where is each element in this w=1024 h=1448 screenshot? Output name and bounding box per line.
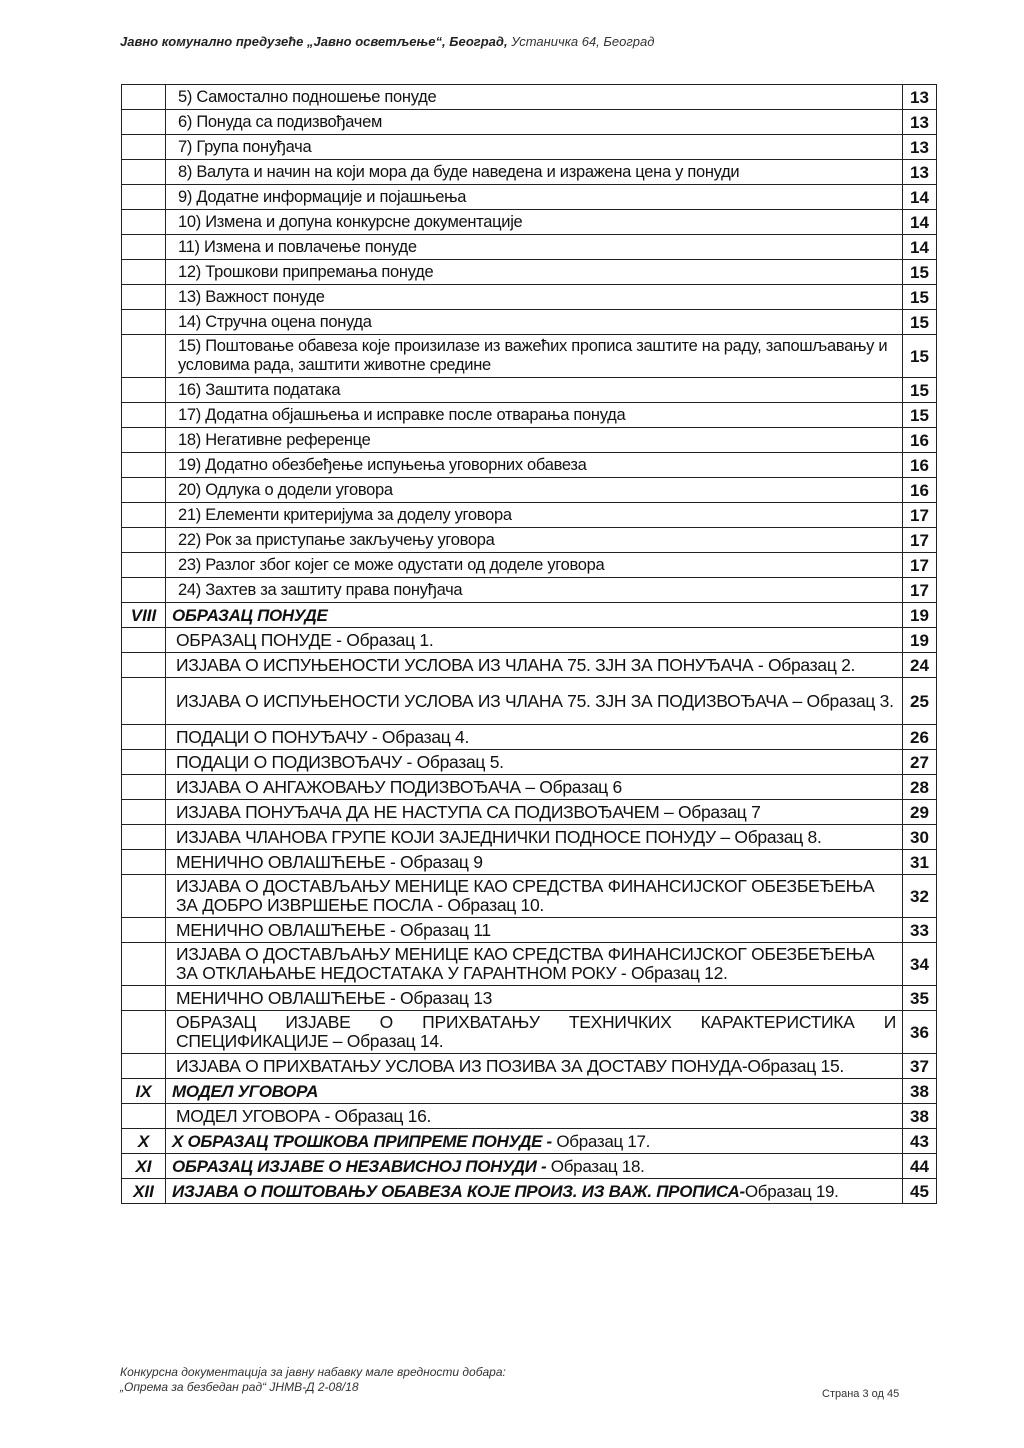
toc-section-number bbox=[122, 578, 166, 603]
toc-section-number bbox=[122, 1054, 166, 1079]
toc-page-number: 28 bbox=[903, 775, 937, 800]
toc-row bbox=[122, 653, 937, 678]
toc-page-number: 44 bbox=[903, 1154, 937, 1179]
toc-row bbox=[122, 210, 937, 235]
toc-row bbox=[122, 825, 937, 850]
toc-entry-title: 8) Валута и начин на који мора да буде наведена и изражена цена у понуди bbox=[166, 160, 903, 185]
toc-page-number: 43 bbox=[903, 1129, 937, 1154]
toc-section-number bbox=[122, 1104, 166, 1129]
toc-entry-title: ОБРАЗАЦ ПОНУДЕ bbox=[166, 603, 903, 628]
toc-section-number bbox=[122, 553, 166, 578]
toc-entry-title: 21) Елементи критеријума за доделу уговора bbox=[166, 503, 903, 528]
toc-page-number: 34 bbox=[903, 943, 937, 986]
header-org: Јавно комунално предузеће „Јавно осветљење“, Београд, bbox=[120, 34, 508, 49]
toc-row bbox=[122, 285, 937, 310]
toc-entry-title: ОБРАЗАЦ ИЗЈАВЕ О ПРИХВАТАЊУ ТЕХНИЧКИХ КАРАКТЕРИСТИКА И СПЕЦИФИКАЦИЈЕ – Образац 14. bbox=[166, 1011, 903, 1054]
toc-page-number: 16 bbox=[903, 453, 937, 478]
toc-entry-title: ПОДАЦИ О ПОНУЂАЧУ - Образац 4. bbox=[166, 725, 903, 750]
toc-entry-title: 5) Самостално подношење понуде bbox=[166, 85, 903, 110]
toc-entry-title: ОБРАЗАЦ ПОНУДЕ - Образац 1. bbox=[166, 628, 903, 653]
toc-entry-title: МЕНИЧНО ОВЛАШЋЕЊЕ - Образац 11 bbox=[166, 918, 903, 943]
toc-section-number bbox=[122, 943, 166, 986]
toc-page-number: 33 bbox=[903, 918, 937, 943]
toc-page-number: 19 bbox=[903, 628, 937, 653]
toc-row bbox=[122, 260, 937, 285]
toc-entry-title: ПОДАЦИ О ПОДИЗВОЂАЧУ - Образац 5. bbox=[166, 750, 903, 775]
toc-section-number bbox=[122, 185, 166, 210]
toc-page-number: 45 bbox=[903, 1179, 937, 1204]
toc-section-number: XI bbox=[122, 1154, 166, 1179]
table-of-contents bbox=[121, 84, 937, 1204]
toc-page-number: 17 bbox=[903, 528, 937, 553]
toc-page-number: 26 bbox=[903, 725, 937, 750]
toc-page-number: 19 bbox=[903, 603, 937, 628]
toc-page-number: 32 bbox=[903, 875, 937, 918]
toc-row bbox=[122, 800, 937, 825]
toc-section-number bbox=[122, 210, 166, 235]
toc-row bbox=[122, 918, 937, 943]
toc-section-number bbox=[122, 825, 166, 850]
toc-entry-title: 7) Група понуђача bbox=[166, 135, 903, 160]
toc-page-number: 24 bbox=[903, 653, 937, 678]
toc-section-number bbox=[122, 285, 166, 310]
toc-section-number bbox=[122, 403, 166, 428]
toc-section-number: VIII bbox=[122, 603, 166, 628]
page-header bbox=[120, 34, 654, 49]
toc-entry-title-rest: Образац 18. bbox=[546, 1156, 645, 1176]
toc-section-number bbox=[122, 478, 166, 503]
toc-row bbox=[122, 185, 937, 210]
toc-row bbox=[122, 775, 937, 800]
toc-entry-title-bold: ОБРАЗАЦ ИЗЈАВЕ О НЕЗАВИСНОЈ ПОНУДИ - bbox=[172, 1156, 547, 1176]
footer-document-info bbox=[120, 1365, 506, 1395]
toc-entry-title-rest: Образац 17. bbox=[551, 1131, 651, 1151]
toc-row bbox=[122, 110, 937, 135]
toc-row bbox=[122, 503, 937, 528]
toc-entry-title: 11) Измена и повлачење понуде bbox=[166, 235, 903, 260]
toc-page-number: 15 bbox=[903, 403, 937, 428]
toc-row bbox=[122, 135, 937, 160]
toc-entry-title: 16) Заштита података bbox=[166, 378, 903, 403]
toc-entry-title bbox=[166, 1129, 903, 1154]
toc-section-number bbox=[122, 775, 166, 800]
toc-entry-title: ИЗЈАВА О ДОСТАВЉАЊУ МЕНИЦЕ КАО СРЕДСТВА ФИНАНСИЈСКОГ ОБЕЗБЕЂЕЊА ЗА ДОБРО ИЗВРШЕЊЕ ПОСЛА - Образац 10. bbox=[166, 875, 903, 918]
toc-entry-title: МЕНИЧНО ОВЛАШЋЕЊЕ - Образац 9 bbox=[166, 850, 903, 875]
toc-page-number: 14 bbox=[903, 210, 937, 235]
header-address: Устаничка 64, Београд bbox=[511, 34, 655, 49]
toc-section-number bbox=[122, 918, 166, 943]
toc-section-number bbox=[122, 85, 166, 110]
toc-section-number bbox=[122, 800, 166, 825]
toc-entry-title-rest: Образац 19. bbox=[744, 1181, 839, 1201]
toc-entry-title bbox=[166, 1179, 903, 1204]
toc-page-number: 17 bbox=[903, 553, 937, 578]
toc-entry-title: МОДЕЛ УГОВОРА bbox=[166, 1079, 903, 1104]
toc-entry-title: ИЗЈАВА О ИСПУЊЕНОСТИ УСЛОВА ИЗ ЧЛАНА 75. ЗЈН ЗА ПОНУЂАЧА - Образац 2. bbox=[166, 653, 903, 678]
toc-entry-title: МЕНИЧНО ОВЛАШЋЕЊЕ - Образац 13 bbox=[166, 986, 903, 1011]
toc-section-number: X bbox=[122, 1129, 166, 1154]
toc-page-number: 16 bbox=[903, 428, 937, 453]
toc-row bbox=[122, 85, 937, 110]
toc-page-number: 15 bbox=[903, 310, 937, 335]
toc-section-number bbox=[122, 160, 166, 185]
toc-row bbox=[122, 378, 937, 403]
toc-section-number bbox=[122, 310, 166, 335]
toc-row bbox=[122, 750, 937, 775]
toc-entry-title-bold: ИЗЈАВА О ПОШТОВАЊУ ОБАВЕЗА КОЈЕ ПРОИЗ. ИЗ ВАЖ. ПРОПИСА- bbox=[172, 1181, 745, 1201]
toc-section-number bbox=[122, 986, 166, 1011]
toc-row bbox=[122, 528, 937, 553]
toc-row bbox=[122, 403, 937, 428]
toc-entry-title: 13) Важност понуде bbox=[166, 285, 903, 310]
toc-row bbox=[122, 850, 937, 875]
footer-line-1: Конкурсна документација за јавну набавку мале вредности добара: bbox=[120, 1365, 506, 1379]
toc-row bbox=[122, 1129, 937, 1154]
toc-row bbox=[122, 578, 937, 603]
toc-entry-title: 10) Измена и допуна конкурсне документације bbox=[166, 210, 903, 235]
toc-section-number bbox=[122, 260, 166, 285]
toc-section-number: IX bbox=[122, 1079, 166, 1104]
toc-row bbox=[122, 1154, 937, 1179]
toc-row bbox=[122, 1179, 937, 1204]
toc-row bbox=[122, 943, 937, 986]
toc-section-number bbox=[122, 428, 166, 453]
toc-section-number bbox=[122, 503, 166, 528]
footer-line-2: „Опрема за безбедан рад“ ЈНМВ-Д 2-08/18 bbox=[120, 1380, 359, 1394]
toc-entry-title: ИЗЈАВА О АНГАЖОВАЊУ ПОДИЗВОЂАЧА – Образац 6 bbox=[166, 775, 903, 800]
toc-row bbox=[122, 725, 937, 750]
toc-row bbox=[122, 335, 937, 378]
toc-row bbox=[122, 986, 937, 1011]
toc-page-number: 16 bbox=[903, 478, 937, 503]
toc-row bbox=[122, 453, 937, 478]
toc-row bbox=[122, 1079, 937, 1104]
toc-entry-title: 22) Рок за приступање закључењу уговора bbox=[166, 528, 903, 553]
toc-section-number bbox=[122, 110, 166, 135]
toc-section-number: XII bbox=[122, 1179, 166, 1204]
page-number: Страна 3 од 45 bbox=[822, 1388, 900, 1400]
toc-entry-title: 17) Додатна објашњења и исправке после отварања понуда bbox=[166, 403, 903, 428]
toc-row bbox=[122, 235, 937, 260]
toc-page-number: 38 bbox=[903, 1104, 937, 1129]
toc-page-number: 27 bbox=[903, 750, 937, 775]
toc-row bbox=[122, 875, 937, 918]
toc-section-number bbox=[122, 235, 166, 260]
toc-entry-title-bold: Х ОБРАЗАЦ ТРОШКОВА ПРИПРЕМЕ ПОНУДЕ - bbox=[172, 1131, 552, 1151]
toc-section-number bbox=[122, 453, 166, 478]
toc-section-number bbox=[122, 750, 166, 775]
toc-row bbox=[122, 1011, 937, 1054]
toc-page-number: 13 bbox=[903, 135, 937, 160]
toc-entry-title: 19) Додатно обезбеђење испуњења уговорних обавеза bbox=[166, 453, 903, 478]
toc-page-number: 15 bbox=[903, 285, 937, 310]
toc-page-number: 13 bbox=[903, 160, 937, 185]
toc-row bbox=[122, 1104, 937, 1129]
toc-section-number bbox=[122, 875, 166, 918]
toc-row bbox=[122, 553, 937, 578]
toc-row bbox=[122, 160, 937, 185]
toc-section-number bbox=[122, 653, 166, 678]
toc-section-number bbox=[122, 628, 166, 653]
toc-page-number: 15 bbox=[903, 335, 937, 378]
toc-entry-title: 20) Одлука о додели уговора bbox=[166, 478, 903, 503]
toc-section-number bbox=[122, 135, 166, 160]
toc-entry-title: 12) Трошкови припремања понуде bbox=[166, 260, 903, 285]
toc-entry-title: ИЗЈАВА О ИСПУЊЕНОСТИ УСЛОВА ИЗ ЧЛАНА 75. ЗЈН ЗА ПОДИЗВОЂАЧА – Образац 3. bbox=[166, 678, 903, 725]
toc-entry-title: 23) Разлог због којег се може одустати од доделе уговора bbox=[166, 553, 903, 578]
toc-page-number: 30 bbox=[903, 825, 937, 850]
toc-page-number: 37 bbox=[903, 1054, 937, 1079]
toc-entry-title: 24) Захтев за заштиту права понуђача bbox=[166, 578, 903, 603]
toc-page-number: 38 bbox=[903, 1079, 937, 1104]
toc-entry-title: ИЗЈАВА О ДОСТАВЉАЊУ МЕНИЦЕ КАО СРЕДСТВА ФИНАНСИЈСКОГ ОБЕЗБЕЂЕЊА ЗА ОТКЛАЊАЊЕ НЕДОСТАТАКА У ГАРАНТНОМ РОКУ - Образац 12. bbox=[166, 943, 903, 986]
toc-entry-title: ИЗЈАВА ЧЛАНОВА ГРУПЕ КОЈИ ЗАЈЕДНИЧКИ ПОДНОСЕ ПОНУДУ – Образац 8. bbox=[166, 825, 903, 850]
toc-page-number: 17 bbox=[903, 503, 937, 528]
toc-row bbox=[122, 603, 937, 628]
toc-entry-title bbox=[166, 1154, 903, 1179]
toc-section-number bbox=[122, 1011, 166, 1054]
toc-section-number bbox=[122, 678, 166, 725]
toc-row bbox=[122, 628, 937, 653]
toc-section-number bbox=[122, 850, 166, 875]
toc-page-number: 15 bbox=[903, 260, 937, 285]
toc-row bbox=[122, 428, 937, 453]
toc-page-number: 13 bbox=[903, 85, 937, 110]
toc-row bbox=[122, 478, 937, 503]
toc-page-number: 29 bbox=[903, 800, 937, 825]
toc-entry-title: 15) Поштовање обавеза које произилазе из важећих прописа заштите на раду, запошљавању и условима рада, заштити животне средине bbox=[166, 335, 903, 378]
toc-page-number: 14 bbox=[903, 185, 937, 210]
toc-page-number: 13 bbox=[903, 110, 937, 135]
toc-entry-title: ИЗЈАВА О ПРИХВАТАЊУ УСЛОВА ИЗ ПОЗИВА ЗА ДОСТАВУ ПОНУДА-Образац 15. bbox=[166, 1054, 903, 1079]
toc-page-number: 14 bbox=[903, 235, 937, 260]
toc-page-number: 25 bbox=[903, 678, 937, 725]
toc-entry-title: МОДЕЛ УГОВОРА - Образац 16. bbox=[166, 1104, 903, 1129]
toc-row bbox=[122, 310, 937, 335]
toc-section-number bbox=[122, 378, 166, 403]
toc-page-number: 17 bbox=[903, 578, 937, 603]
toc-entry-title: 6) Понуда са подизвођачем bbox=[166, 110, 903, 135]
toc-section-number bbox=[122, 725, 166, 750]
toc-entry-title: 18) Негативне референце bbox=[166, 428, 903, 453]
toc-section-number bbox=[122, 335, 166, 378]
toc-entry-title: 14) Стручна оцена понуда bbox=[166, 310, 903, 335]
toc-section-number bbox=[122, 528, 166, 553]
toc-entry-title: 9) Додатне информације и појашњења bbox=[166, 185, 903, 210]
toc-entry-title: ИЗЈАВА ПОНУЂАЧА ДА НЕ НАСТУПА СА ПОДИЗВОЂАЧЕМ – Образац 7 bbox=[166, 800, 903, 825]
toc-row bbox=[122, 678, 937, 725]
toc-row bbox=[122, 1054, 937, 1079]
toc-page-number: 35 bbox=[903, 986, 937, 1011]
toc-page-number: 36 bbox=[903, 1011, 937, 1054]
toc-page-number: 31 bbox=[903, 850, 937, 875]
toc-page-number: 15 bbox=[903, 378, 937, 403]
